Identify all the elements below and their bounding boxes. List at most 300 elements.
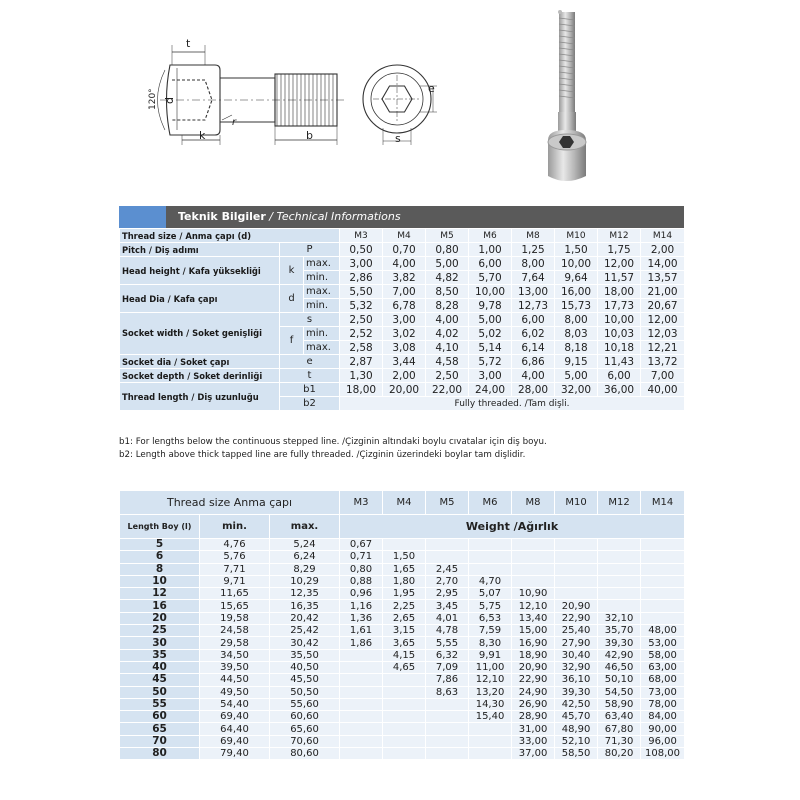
max-cell: 55,60 (270, 698, 340, 710)
socket-dia-value: 5,72 (469, 355, 512, 369)
weight-cell: 39,30 (598, 637, 641, 649)
weight-cell (469, 748, 512, 760)
b1-value: 28,00 (512, 383, 555, 397)
head-dia-max: 8,50 (426, 285, 469, 299)
head-dia-min: 20,67 (641, 299, 685, 313)
weight-cell: 3,15 (383, 625, 426, 637)
head-dia-label: Head Dia / Kafa çapı (120, 285, 280, 313)
head-dia-min: 5,32 (340, 299, 383, 313)
weight-cell: 11,00 (469, 661, 512, 673)
head-height-max: 6,00 (469, 257, 512, 271)
weight-cell: 73,00 (641, 686, 685, 698)
pitch-row (120, 243, 685, 257)
pitch-label: Pitch / Diş adımı (120, 243, 280, 257)
table-row (120, 563, 685, 575)
tech-header-bar (119, 206, 684, 228)
max-cell: 10,29 (270, 575, 340, 587)
weight-cell (555, 551, 598, 563)
head-height-max-row (120, 257, 685, 271)
min-cell: 79,40 (200, 748, 270, 760)
weight-cell: 7,59 (469, 625, 512, 637)
length-cell: 35 (120, 649, 200, 661)
weight-cell: 20,90 (512, 661, 555, 673)
weight-cell: 12,10 (512, 600, 555, 612)
weight-cell: 2,45 (426, 563, 469, 575)
weight-cell: 32,10 (598, 612, 641, 624)
weight-cell (598, 588, 641, 600)
head-height-max: 8,00 (512, 257, 555, 271)
socket-s-value: 5,00 (469, 313, 512, 327)
b1-symbol: b1 (280, 383, 340, 397)
max-cell: 45,50 (270, 674, 340, 686)
length-cell: 80 (120, 748, 200, 760)
weight-cell: 30,40 (555, 649, 598, 661)
weight-cell: 63,00 (641, 661, 685, 673)
label-angle: 120° (148, 88, 158, 110)
weight-cell (426, 711, 469, 723)
socket-depth-value: 6,00 (598, 369, 641, 383)
min-cell: 29,58 (200, 637, 270, 649)
max-label: max. (304, 285, 340, 299)
weight-cell: 45,70 (555, 711, 598, 723)
weight-cell: 1,16 (340, 600, 383, 612)
min-label: min. (304, 299, 340, 313)
pitch-symbol: P (280, 243, 340, 257)
table-row (120, 748, 685, 760)
weight-cell (383, 674, 426, 686)
head-dia-max: 5,50 (340, 285, 383, 299)
weight-cell: 3,45 (426, 600, 469, 612)
max-cell: 8,29 (270, 563, 340, 575)
weight-cell: 67,80 (598, 723, 641, 735)
weight-cell (641, 575, 685, 587)
weight-cell (426, 698, 469, 710)
length-cell: 5 (120, 539, 200, 551)
weight-cell: 22,90 (512, 674, 555, 686)
weight-cell: 37,00 (512, 748, 555, 760)
head-height-min: 5,70 (469, 271, 512, 285)
socket-min-value: 5,02 (469, 327, 512, 341)
weight-cell (469, 539, 512, 551)
b1-value: 18,00 (340, 383, 383, 397)
socket-s-value: 4,00 (426, 313, 469, 327)
size-m5: M5 (426, 229, 469, 243)
weight-cell (641, 539, 685, 551)
socket-dia-value: 9,15 (555, 355, 598, 369)
weight-cell (598, 575, 641, 587)
weight-cell (469, 723, 512, 735)
length-cell: 65 (120, 723, 200, 735)
table-row (120, 674, 685, 686)
weight-cell: 2,25 (383, 600, 426, 612)
socket-dia-symbol: e (280, 355, 340, 369)
weight-cell: 68,00 (641, 674, 685, 686)
length-cell: 45 (120, 674, 200, 686)
side-view-drawing (158, 45, 346, 145)
socket-s-value: 8,00 (555, 313, 598, 327)
socket-depth-value: 4,00 (512, 369, 555, 383)
max-cell: 40,50 (270, 661, 340, 673)
weight-cell: 58,50 (555, 748, 598, 760)
socket-depth-value: 2,50 (426, 369, 469, 383)
note-b1: b1: For lengths below the continuous stepped line. /Çizginin altındaki boylu cıvatalar için diş boyu. (119, 437, 547, 447)
weight-cell: 54,50 (598, 686, 641, 698)
pitch-value: 1,00 (469, 243, 512, 257)
pitch-value: 0,50 (340, 243, 383, 257)
weight-cell (469, 735, 512, 747)
socket-s-value: 3,00 (383, 313, 426, 327)
tech-header-row (120, 229, 685, 243)
socket-min-value: 12,03 (641, 327, 685, 341)
max-cell: 80,60 (270, 748, 340, 760)
socket-min-value: 4,02 (426, 327, 469, 341)
weight-cell: 36,10 (555, 674, 598, 686)
weight-cell: 0,67 (340, 539, 383, 551)
weight-cell: 10,90 (512, 588, 555, 600)
length-cell: 70 (120, 735, 200, 747)
weight-cell: 33,00 (512, 735, 555, 747)
b1-value: 32,00 (555, 383, 598, 397)
socket-max-value: 4,10 (426, 341, 469, 355)
head-dia-symbol: d (280, 285, 304, 313)
socket-min-value: 3,02 (383, 327, 426, 341)
table-row (120, 612, 685, 624)
min-cell: 69,40 (200, 711, 270, 723)
weight-cell: 1,61 (340, 625, 383, 637)
size-m14: M14 (641, 491, 685, 515)
weight-cell: 4,78 (426, 625, 469, 637)
min-cell: 9,71 (200, 575, 270, 587)
weight-cell: 80,20 (598, 748, 641, 760)
label-r: r (232, 117, 237, 128)
table-row (120, 686, 685, 698)
length-cell: 25 (120, 625, 200, 637)
weight-cell: 22,90 (555, 612, 598, 624)
weight-cell: 20,90 (555, 600, 598, 612)
max-cell: 60,60 (270, 711, 340, 723)
min-label: min. (304, 327, 340, 341)
length-cell: 50 (120, 686, 200, 698)
max-cell: 20,42 (270, 612, 340, 624)
weight-cell: 18,90 (512, 649, 555, 661)
socket-max-value: 12,21 (641, 341, 685, 355)
label-s: s (395, 132, 401, 145)
head-height-max: 12,00 (598, 257, 641, 271)
head-dia-max: 18,00 (598, 285, 641, 299)
weight-cell: 15,00 (512, 625, 555, 637)
socket-dia-value: 6,86 (512, 355, 555, 369)
socket-s-value: 6,00 (512, 313, 555, 327)
min-cell: 5,76 (200, 551, 270, 563)
length-cell: 16 (120, 600, 200, 612)
weight-cell: 27,90 (555, 637, 598, 649)
weight-cell (512, 575, 555, 587)
weight-cell: 42,50 (555, 698, 598, 710)
weight-cell: 39,30 (555, 686, 598, 698)
socket-width-label: Socket width / Soket genişliği (120, 313, 280, 355)
socket-max-value: 6,14 (512, 341, 555, 355)
head-height-min: 13,57 (641, 271, 685, 285)
size-m8: M8 (512, 229, 555, 243)
table-row (120, 661, 685, 673)
socket-s-value: 2,50 (340, 313, 383, 327)
technical-table (119, 228, 685, 411)
head-height-max: 10,00 (555, 257, 598, 271)
weight-cell: 26,90 (512, 698, 555, 710)
head-dia-min: 9,78 (469, 299, 512, 313)
weight-cell (641, 588, 685, 600)
b1-value: 24,00 (469, 383, 512, 397)
weight-cell (340, 723, 383, 735)
table-row (120, 551, 685, 563)
weight-cell: 3,65 (383, 637, 426, 649)
length-cell: 12 (120, 588, 200, 600)
note-b2: b2: Length above thick tapped line are fully threaded. /Çizginin üzerindeki boylar tam dişlidir. (119, 450, 526, 460)
weight-cell (340, 649, 383, 661)
socket-min-value: 10,03 (598, 327, 641, 341)
socket-depth-value: 3,00 (469, 369, 512, 383)
weight-cell (383, 723, 426, 735)
min-cell: 44,50 (200, 674, 270, 686)
weight-cell: 48,90 (555, 723, 598, 735)
head-height-max: 5,00 (426, 257, 469, 271)
pitch-value: 1,25 (512, 243, 555, 257)
weight-cell (340, 661, 383, 673)
weight-cell (555, 588, 598, 600)
weight-cell: 0,80 (340, 563, 383, 575)
table-row (120, 735, 685, 747)
min-label: min. (304, 271, 340, 285)
weight-cell: 15,40 (469, 711, 512, 723)
fully-threaded-note: Fully threaded. /Tam dişli. (340, 397, 685, 411)
b1-value: 36,00 (598, 383, 641, 397)
socket-s-value: 12,00 (641, 313, 685, 327)
b1-value: 20,00 (383, 383, 426, 397)
socket-dia-value: 4,58 (426, 355, 469, 369)
head-height-symbol: k (280, 257, 304, 285)
thread-length-label: Thread length / Diş uzunluğu (120, 383, 280, 411)
b1-value: 40,00 (641, 383, 685, 397)
weight-cell: 9,91 (469, 649, 512, 661)
table-row (120, 539, 685, 551)
weight-cell (426, 748, 469, 760)
tech-title: Teknik Bilgiler / Technical Informations (166, 206, 684, 228)
weight-cell: 8,30 (469, 637, 512, 649)
label-t: t (186, 37, 191, 50)
weight-cell (340, 674, 383, 686)
technical-drawings (0, 0, 800, 200)
size-m8: M8 (512, 491, 555, 515)
min-cell: 4,76 (200, 539, 270, 551)
weight-cell: 4,01 (426, 612, 469, 624)
weight-cell: 53,00 (641, 637, 685, 649)
max-label: max. (304, 257, 340, 271)
length-cell: 30 (120, 637, 200, 649)
max-cell: 25,42 (270, 625, 340, 637)
weight-cell: 31,00 (512, 723, 555, 735)
head-height-max: 4,00 (383, 257, 426, 271)
max-cell: 5,24 (270, 539, 340, 551)
weight-cell: 6,32 (426, 649, 469, 661)
weight-cell (340, 735, 383, 747)
weight-cell (340, 686, 383, 698)
head-height-min: 7,64 (512, 271, 555, 285)
weight-cell: 24,90 (512, 686, 555, 698)
weight-cell: 58,90 (598, 698, 641, 710)
length-cell: 55 (120, 698, 200, 710)
table-row (120, 588, 685, 600)
table-row (120, 649, 685, 661)
head-dia-max: 7,00 (383, 285, 426, 299)
weight-cell: 14,30 (469, 698, 512, 710)
weight-cell: 71,30 (598, 735, 641, 747)
weight-cell (383, 698, 426, 710)
table-row (120, 575, 685, 587)
socket-max-value: 3,08 (383, 341, 426, 355)
socket-max-value: 8,18 (555, 341, 598, 355)
pitch-value: 0,80 (426, 243, 469, 257)
weight-cell (598, 551, 641, 563)
length-cell: 8 (120, 563, 200, 575)
weight-cell: 2,95 (426, 588, 469, 600)
weight-cell (383, 711, 426, 723)
head-height-max: 3,00 (340, 257, 383, 271)
max-cell: 12,35 (270, 588, 340, 600)
weight-cell (340, 711, 383, 723)
size-m3: M3 (340, 229, 383, 243)
weight-cell (340, 748, 383, 760)
pitch-value: 1,75 (598, 243, 641, 257)
min-cell: 15,65 (200, 600, 270, 612)
socket-f-symbol: f (280, 327, 304, 355)
weight-cell: 0,71 (340, 551, 383, 563)
table-row (120, 637, 685, 649)
length-cell: 60 (120, 711, 200, 723)
head-height-min: 2,86 (340, 271, 383, 285)
min-cell: 39,50 (200, 661, 270, 673)
weight-cell: 58,00 (641, 649, 685, 661)
head-dia-max: 16,00 (555, 285, 598, 299)
size-m14: M14 (641, 229, 685, 243)
socket-depth-value: 7,00 (641, 369, 685, 383)
max-cell: 50,50 (270, 686, 340, 698)
weight-cell: 4,65 (383, 661, 426, 673)
size-m10: M10 (555, 229, 598, 243)
socket-dia-value: 2,87 (340, 355, 383, 369)
weight-cell: 25,40 (555, 625, 598, 637)
weight-cell (555, 575, 598, 587)
head-height-label: Head height / Kafa yüksekliği (120, 257, 280, 285)
weight-cell (426, 735, 469, 747)
socket-dia-value: 11,43 (598, 355, 641, 369)
weight-cell: 1,50 (383, 551, 426, 563)
weight-cell: 13,20 (469, 686, 512, 698)
weight-cell (641, 600, 685, 612)
max-cell: 6,24 (270, 551, 340, 563)
weight-cell: 78,00 (641, 698, 685, 710)
weight-cell: 1,65 (383, 563, 426, 575)
socket-depth-row (120, 369, 685, 383)
weight-cell (426, 723, 469, 735)
weight-cell: 108,00 (641, 748, 685, 760)
weight-cell: 4,70 (469, 575, 512, 587)
weight-cell: 63,40 (598, 711, 641, 723)
weight-cell (426, 551, 469, 563)
socket-s-symbol: s (280, 313, 340, 327)
socket-depth-value: 2,00 (383, 369, 426, 383)
max-cell: 70,60 (270, 735, 340, 747)
weight-cell: 6,53 (469, 612, 512, 624)
weight-body (120, 539, 685, 760)
weight-cell: 48,00 (641, 625, 685, 637)
weight-cell (512, 563, 555, 575)
header-accent (119, 206, 166, 228)
socket-depth-symbol: t (280, 369, 340, 383)
weight-cell (469, 563, 512, 575)
b2-symbol: b2 (280, 397, 340, 411)
weight-cell (469, 551, 512, 563)
weight-cell: 2,70 (426, 575, 469, 587)
min-cell: 11,65 (200, 588, 270, 600)
head-dia-max: 10,00 (469, 285, 512, 299)
weight-cell: 16,90 (512, 637, 555, 649)
weight-cell: 5,07 (469, 588, 512, 600)
weight-cell: 28,90 (512, 711, 555, 723)
pitch-value: 1,50 (555, 243, 598, 257)
weight-cell: 8,63 (426, 686, 469, 698)
weight-cell: 7,09 (426, 661, 469, 673)
min-cell: 19,58 (200, 612, 270, 624)
weight-cell (555, 539, 598, 551)
max-cell: 30,42 (270, 637, 340, 649)
weight-cell: 1,36 (340, 612, 383, 624)
size-m6: M6 (469, 229, 512, 243)
weight-header: Weight /Ağırlık (340, 515, 685, 539)
table-row (120, 625, 685, 637)
socket-max-value: 10,18 (598, 341, 641, 355)
pitch-value: 0,70 (383, 243, 426, 257)
weight-cell (598, 539, 641, 551)
footnotes (119, 436, 719, 462)
weight-cell (383, 735, 426, 747)
weight-cell (598, 600, 641, 612)
thread-size-header: Thread size Anma çapı (120, 491, 340, 515)
socket-max-value: 5,14 (469, 341, 512, 355)
head-height-max: 14,00 (641, 257, 685, 271)
weight-cell: 4,15 (383, 649, 426, 661)
min-cell: 64,40 (200, 723, 270, 735)
table-row (120, 600, 685, 612)
thread-size-label: Thread size / Anma çapı (d) (120, 229, 340, 243)
length-cell: 40 (120, 661, 200, 673)
head-height-min: 11,57 (598, 271, 641, 285)
max-label: max. (304, 341, 340, 355)
weight-cell: 52,10 (555, 735, 598, 747)
weight-cell (340, 698, 383, 710)
weight-cell: 1,95 (383, 588, 426, 600)
head-height-min: 9,64 (555, 271, 598, 285)
socket-depth-value: 5,00 (555, 369, 598, 383)
weight-cell: 5,55 (426, 637, 469, 649)
length-cell: 6 (120, 551, 200, 563)
head-dia-min: 6,78 (383, 299, 426, 313)
size-m12: M12 (598, 491, 641, 515)
socket-dia-value: 13,72 (641, 355, 685, 369)
weight-cell (512, 551, 555, 563)
size-m5: M5 (426, 491, 469, 515)
table-row (120, 723, 685, 735)
weight-cell (383, 748, 426, 760)
